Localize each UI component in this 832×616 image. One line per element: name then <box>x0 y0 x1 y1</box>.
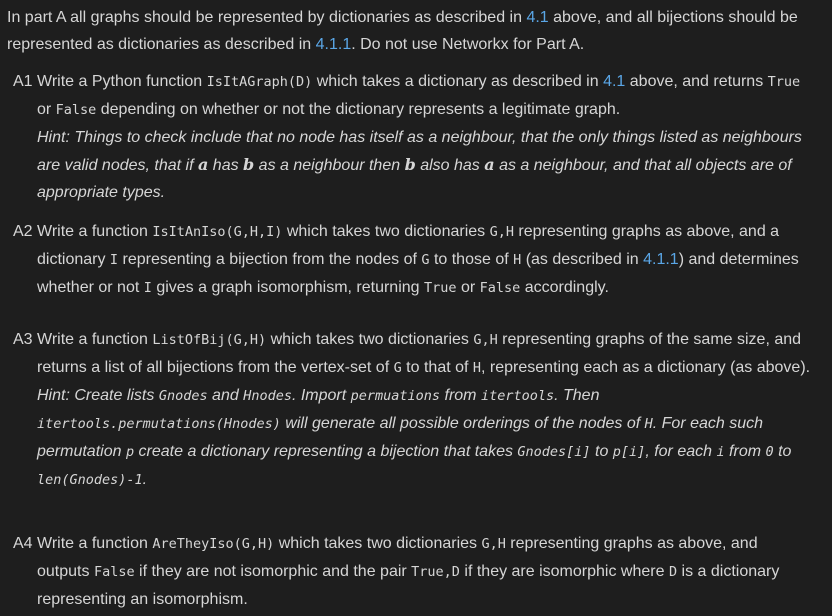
text: (as described in <box>521 251 644 268</box>
text: Write a function <box>32 223 153 240</box>
function-name: IsItAGraph(D) <box>206 74 313 90</box>
code-call: itertools.permutations(Hnodes) <box>37 416 281 432</box>
section-link-4-1-1[interactable]: 4.1.1 <box>643 251 679 268</box>
text: or <box>456 279 480 296</box>
text: above, and returns <box>625 73 768 90</box>
math-var: b <box>243 155 255 174</box>
text: representing a bijection from the nodes of <box>118 251 422 268</box>
text: representing graphs as above, and a dictionary <box>37 223 780 268</box>
text: as a neighbour, and that all objects are of appropriate types. <box>37 157 792 201</box>
code-var: D <box>668 564 678 580</box>
code-var: H <box>644 416 653 432</box>
text: representing graphs as above, and outputs <box>37 535 758 580</box>
text: . Import <box>291 387 351 404</box>
text: . For each such permutation <box>37 415 764 460</box>
text: which takes two dictionaries <box>282 223 490 240</box>
text: ) and determines whether or not <box>37 251 799 296</box>
code-true: True <box>424 280 457 296</box>
text: Hint: Things to check include that no node has itself as a neighbour, that the only things listed as neighbours are valid nodes, that if <box>37 129 802 174</box>
code-var: H <box>513 252 522 268</box>
math-var: b <box>404 155 416 174</box>
text: create a dictionary representing a bijection that takes <box>134 443 518 460</box>
text: representing graphs of the same size, and returns a list of all bijections from the vertex-set of <box>37 331 802 376</box>
text: , for each <box>645 443 717 460</box>
code-false: False <box>55 102 97 118</box>
intro-text: . Do not use Networkx for Part A. <box>351 36 585 53</box>
text: which takes a dictionary as described in <box>312 73 604 90</box>
code-var: len(Gnodes)-1 <box>37 472 143 488</box>
text: Write a function <box>32 331 153 348</box>
text: accordingly. <box>520 279 609 296</box>
text: to those of <box>429 251 514 268</box>
code-var: Hnodes <box>243 388 292 404</box>
section-link-4-1-1[interactable]: 4.1.1 <box>315 36 352 53</box>
section-link-4-1[interactable]: 4.1 <box>526 9 549 26</box>
code-var: I <box>143 280 152 296</box>
text: and <box>207 387 244 404</box>
code-var: H <box>472 360 482 376</box>
math-var: a <box>197 155 209 174</box>
text: if they are isomorphic where <box>459 563 669 580</box>
exercise-a3 <box>13 326 813 494</box>
text: depending on whether or not the dictionary represents a legitimate graph. <box>96 101 621 118</box>
text: as a neighbour then <box>254 157 405 174</box>
text: to <box>773 443 792 460</box>
text: also has <box>415 157 485 174</box>
intro-text: In part A all graphs should be represented by dictionaries as described in <box>7 9 527 26</box>
section-link-4-1[interactable]: 4.1 <box>603 73 626 90</box>
code-var: G <box>421 252 430 268</box>
exercise-a4 <box>13 530 813 613</box>
text: has <box>208 157 244 174</box>
text: Write a Python function <box>32 73 207 90</box>
code-var: G,H <box>481 536 506 552</box>
text: will generate all possible orderings of the nodes of <box>280 415 645 432</box>
text: if they are not isomorphic and the pair <box>134 563 412 580</box>
exercise-label: A3 <box>13 331 33 348</box>
a3-hint <box>13 382 813 494</box>
code-false: False <box>479 280 521 296</box>
code-var: G <box>393 360 402 376</box>
intro-text: above, and all bijections should be represented as dictionaries as described in <box>7 9 798 53</box>
intro-paragraph <box>7 4 822 58</box>
function-name: ListOfBij(G,H) <box>152 332 267 348</box>
a2-statement <box>13 218 813 302</box>
code-var: Gnodes[i] <box>517 444 591 460</box>
text: from <box>724 443 766 460</box>
a1-statement <box>13 68 813 124</box>
code-true: True <box>767 74 801 90</box>
code-var: permuations <box>350 388 441 404</box>
exercise-label: A4 <box>13 535 33 552</box>
function-name: IsItAnIso(G,H,I) <box>152 224 283 240</box>
text: to <box>590 443 613 460</box>
text: which takes two dictionaries <box>266 331 474 348</box>
text: . <box>142 471 148 488</box>
exercise-label: A2 <box>13 223 33 240</box>
text: gives a graph isomorphism, returning <box>151 279 424 296</box>
code-var: itertools <box>480 388 555 404</box>
code-var: G,H <box>473 332 498 348</box>
text: which takes two dictionaries <box>274 535 482 552</box>
code-var: p <box>125 444 135 460</box>
exercise-a1 <box>13 68 813 206</box>
code-false: False <box>93 564 135 580</box>
exercise-a2 <box>13 218 813 302</box>
text: , representing each as a dictionary (as above). <box>481 359 811 376</box>
a4-statement <box>13 530 813 613</box>
code-var: 0 <box>765 444 774 460</box>
text: to that of <box>401 359 473 376</box>
text: is a dictionary representing an isomorphism. <box>37 563 780 608</box>
a3-statement <box>13 326 813 382</box>
code-var: I <box>109 252 119 268</box>
text: Write a function <box>32 535 153 552</box>
code-var: G,H <box>489 224 514 240</box>
a1-hint <box>13 124 813 206</box>
code-var: Gnodes <box>158 388 208 404</box>
math-var: a <box>484 155 495 174</box>
text: from <box>440 387 481 404</box>
exercise-label: A1 <box>13 73 33 90</box>
function-name: AreTheyIso(G,H) <box>152 536 275 552</box>
text: or <box>37 101 56 118</box>
text: . Then <box>554 387 600 404</box>
code-true-pair: True,D <box>411 564 460 580</box>
text: Hint: Create lists <box>37 387 159 404</box>
code-var: i <box>716 444 725 460</box>
code-var: p[i] <box>612 444 646 460</box>
